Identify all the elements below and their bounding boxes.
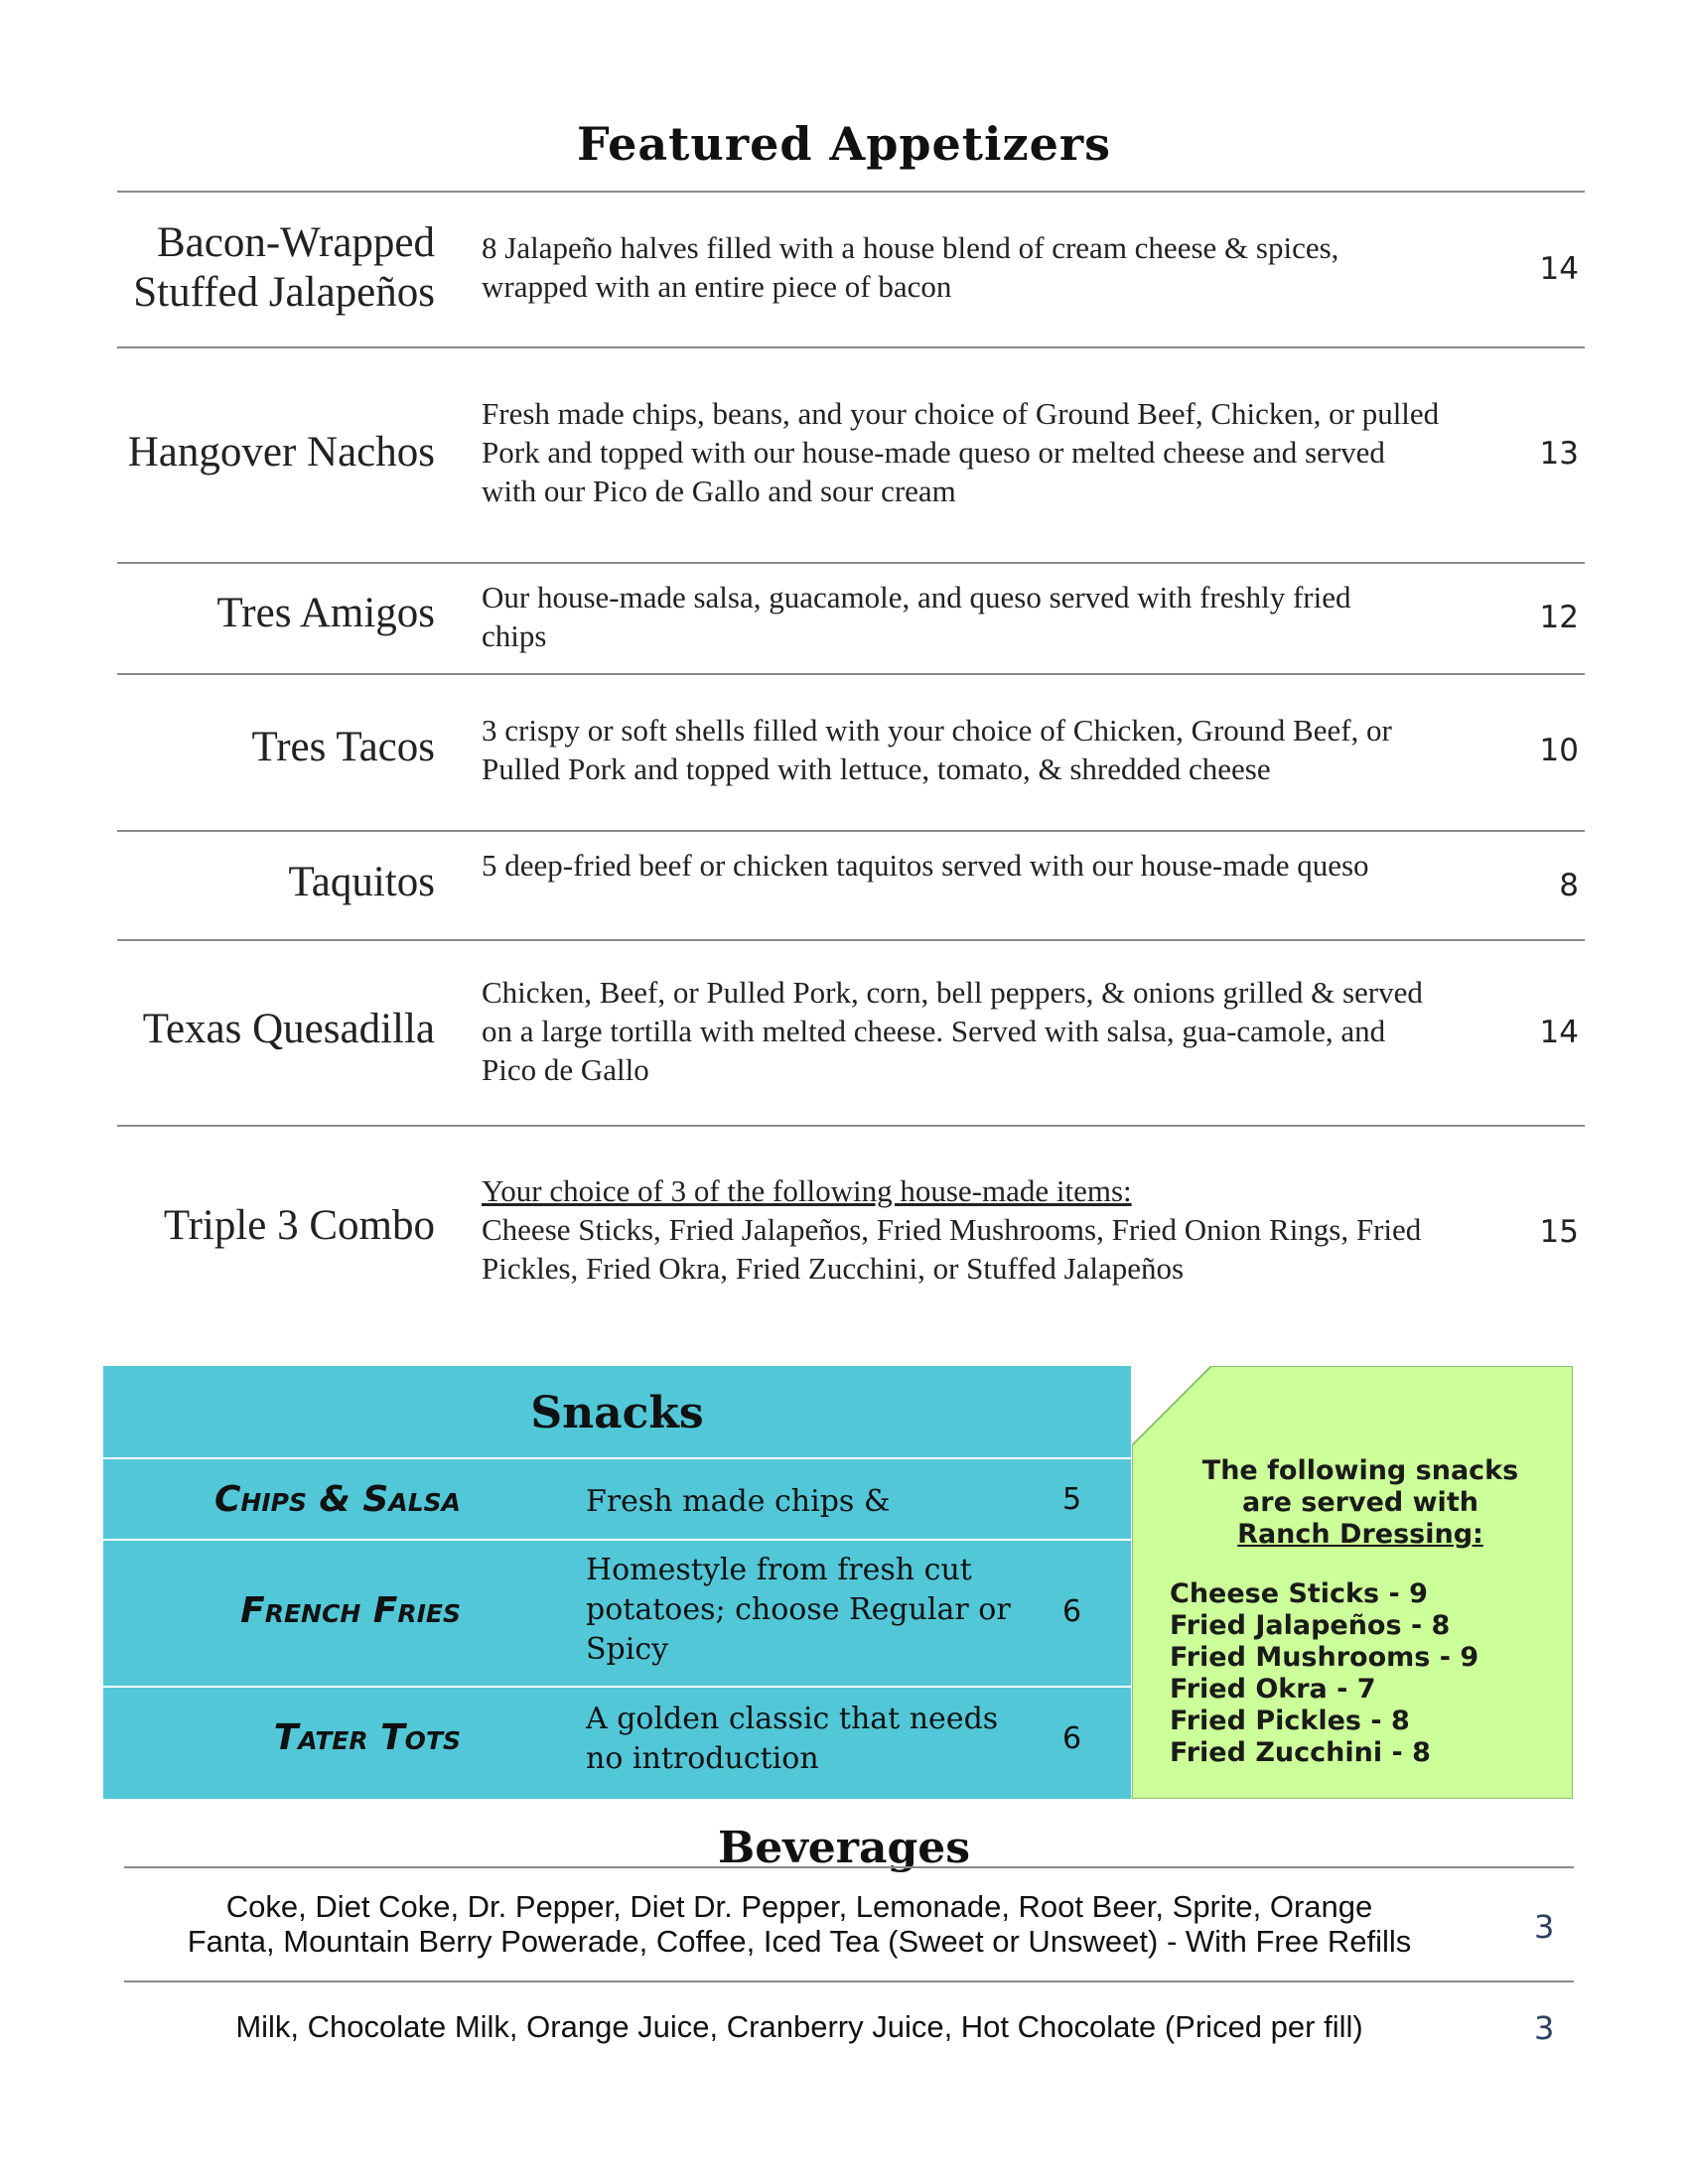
snack-item-price: 6 bbox=[1062, 1721, 1082, 1756]
divider bbox=[103, 1539, 1131, 1541]
menu-item-description: 8 Jalapeño halves filled with a house blend of cream cheese & spices, wrapped with an entire piece of bacon bbox=[482, 230, 1339, 304]
menu-item-name-line1: Bacon-Wrapped bbox=[156, 219, 435, 266]
menu-item-name: Texas Quesadilla bbox=[142, 1006, 435, 1052]
divider bbox=[103, 1457, 1131, 1459]
ranch-item: Fried Pickles - 8 bbox=[1170, 1706, 1410, 1736]
snack-item-name: Tater Tots bbox=[273, 1717, 461, 1758]
ranch-item: Fried Okra - 7 bbox=[1170, 1674, 1376, 1705]
menu-item-name bbox=[117, 218, 435, 318]
ranch-heading-line: The following snacks bbox=[1201, 1455, 1519, 1486]
beverage-item-description: Milk, Chocolate Milk, Orange Juice, Cranberry Juice, Hot Chocolate (Priced per fill) bbox=[235, 2009, 1363, 2044]
menu-item-price: 8 bbox=[1559, 868, 1579, 903]
snack-item-name: Chips & Salsa bbox=[214, 1479, 461, 1520]
beverage-item-price: 3 bbox=[1534, 1908, 1555, 1946]
divider bbox=[124, 1866, 1574, 1868]
divider bbox=[124, 1980, 1574, 1982]
menu-item-description: 3 crispy or soft shells filled with your choice of Chicken, Ground Beef, or Pulled Pork and topped with lettuce, tomato, & shredded cheese bbox=[482, 713, 1392, 786]
snack-item-name: French Fries bbox=[240, 1590, 461, 1631]
menu-item bbox=[117, 941, 1585, 1124]
ranch-heading-line: are served with bbox=[1242, 1487, 1478, 1518]
snack-item-price: 5 bbox=[1062, 1482, 1082, 1517]
divider bbox=[103, 1686, 1131, 1688]
snack-item-price: 6 bbox=[1062, 1594, 1082, 1629]
beverage-line: Coke, Diet Coke, Dr. Pepper, Diet Dr. Pepper, Lemonade, Root Beer, Sprite, Orange bbox=[225, 1889, 1373, 1924]
menu-item-price: 13 bbox=[1539, 436, 1579, 472]
menu-item bbox=[117, 564, 1585, 673]
divider bbox=[117, 191, 1585, 193]
snack-item-description: Homestyle from fresh cut potatoes; choose Regular or Spicy bbox=[586, 1553, 1011, 1667]
combo-intro: Your choice of 3 of the following house-made items: bbox=[482, 1173, 1132, 1208]
menu-item-description: Our house-made salsa, guacamole, and queso served with freshly fried chips bbox=[482, 580, 1351, 653]
snack-item-description: Fresh made chips & bbox=[586, 1484, 891, 1519]
beverage-item-price: 3 bbox=[1534, 2009, 1555, 2047]
snacks-title: Snacks bbox=[530, 1388, 704, 1438]
menu-item-description: 5 deep-fried beef or chicken taquitos served with our house-made queso bbox=[482, 848, 1369, 883]
ranch-heading-line: Ranch Dressing: bbox=[1237, 1519, 1483, 1550]
combo-options: Cheese Sticks, Fried Jalapeños, Fried Mushrooms, Fried Onion Rings, Fried Pickles, Fried Okra, Fried Zucchini, or Stuffed Jalapeños bbox=[482, 1212, 1422, 1286]
menu-item-price: 15 bbox=[1539, 1214, 1579, 1250]
menu-item-price: 12 bbox=[1539, 600, 1579, 635]
menu-item-name: Taquitos bbox=[288, 859, 435, 905]
menu-item-price: 10 bbox=[1539, 733, 1579, 768]
menu-item-description bbox=[482, 1171, 1435, 1288]
menu-item bbox=[117, 194, 1585, 346]
menu-item-name: Tres Tacos bbox=[251, 724, 435, 770]
featured-appetizers-title: Featured Appetizers bbox=[576, 117, 1112, 171]
menu-item-name-line2: Stuffed Jalapeños bbox=[133, 269, 435, 316]
beverage-line: Fanta, Mountain Berry Powerade, Coffee, Iced Tea (Sweet or Unsweet) - With Free Refills bbox=[187, 1924, 1412, 1959]
menu-item-name: Hangover Nachos bbox=[127, 429, 435, 476]
ranch-item: Fried Jalapeños - 8 bbox=[1170, 1610, 1451, 1641]
menu-item-name: Triple 3 Combo bbox=[163, 1202, 435, 1249]
ranch-item: Fried Mushrooms - 9 bbox=[1170, 1642, 1479, 1673]
menu-item-price: 14 bbox=[1539, 1015, 1579, 1050]
beverage-item-description bbox=[124, 1889, 1475, 1959]
menu-item-price: 14 bbox=[1539, 251, 1579, 287]
menu-item bbox=[117, 1127, 1585, 1305]
beverages-title: Beverages bbox=[718, 1823, 970, 1873]
menu-item bbox=[117, 675, 1585, 829]
menu-item bbox=[117, 832, 1585, 939]
menu-item bbox=[117, 348, 1585, 562]
ranch-panel-heading bbox=[1152, 1455, 1569, 1551]
ranch-item: Cheese Sticks - 9 bbox=[1170, 1578, 1428, 1609]
ranch-panel bbox=[1152, 1455, 1569, 1769]
menu-item-name: Tres Amigos bbox=[216, 590, 435, 636]
ranch-item: Fried Zucchini - 8 bbox=[1170, 1737, 1431, 1768]
menu-item-description: Fresh made chips, beans, and your choice of Ground Beef, Chicken, or pulled Pork and topped with our house-made queso or melted cheese and served with our Pico de Gallo and sour cream bbox=[482, 396, 1440, 508]
snack-item-description: A golden classic that needs no introduction bbox=[586, 1702, 999, 1776]
menu-item-description: Chicken, Beef, or Pulled Pork, corn, bell peppers, & onions grilled & served on a large tortilla with melted cheese. Served with salsa, gua-camole, and Pico de Gallo bbox=[482, 975, 1423, 1087]
